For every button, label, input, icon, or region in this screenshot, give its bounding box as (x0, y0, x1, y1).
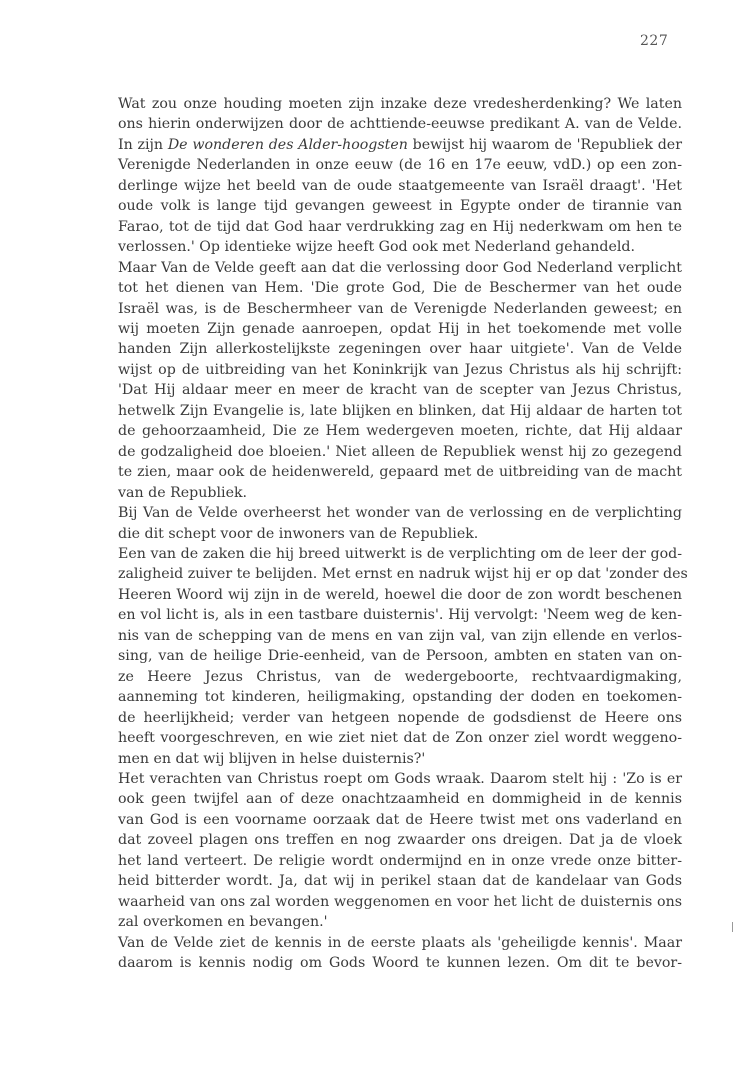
paragraph-1 (118, 94, 682, 258)
text-line: wij moeten Zijn genade aanroepen, opdat Hij in het toekomende met volle (118, 320, 682, 337)
text-line: Het verachten van Christus roept om Gods wraak. Daarom stelt hij : 'Zo is er (118, 770, 682, 787)
book-title: De wonderen des Alder-hoogsten (167, 136, 408, 153)
text-line: ze Heere Jezus Christus, van de wedergeboorte, rechtvaardigmaking, (118, 668, 682, 685)
text-line: zaligheid zuiver te belijden. Met ernst en nadruk wijst hij er op dat 'zonder des (118, 566, 688, 583)
text-line: handen Zijn allerkostelijkste zegeningen over haar uitgiete'. Van de Velde (118, 341, 682, 358)
text-line: oude volk is lange tijd gevangen geweest in Egypte onder de tirannie van (118, 198, 682, 215)
text-line: heeft voorgeschreven, en wie ziet niet dat de Zon onzer ziel wordt weggeno- (118, 730, 682, 747)
text-line: Een van de zaken die hij breed uitwerkt is de verplichting om de leer der god- (118, 545, 682, 562)
text-line: zal overkomen en bevangen.' (118, 914, 328, 931)
margin-mark (732, 922, 733, 932)
text-line: van de Republiek. (118, 484, 248, 501)
text-line: heid bitterder wordt. Ja, dat wij in perikel staan dat de kandelaar van Gods (118, 873, 682, 890)
text-line: verlossen.' Op identieke wijze heeft God ook met Nederland gehandeld. (118, 239, 635, 256)
text-line: derlinge wijze het beeld van de oude staatgemeente van Israël draagt'. 'Het (118, 177, 682, 194)
text-line: en vol licht is, als in een tastbare duisternis'. Hij vervolgt: 'Neem weg de ken- (118, 607, 682, 624)
text-line: waarheid van ons zal worden weggenomen en voor het licht de duisternis ons (118, 893, 682, 910)
text-line: nis van de schepping van de mens en van zijn val, van zijn ellende en verlos- (118, 627, 682, 644)
text-line: daarom is kennis nodig om Gods Woord te kunnen lezen. Om dit te bevor- (118, 955, 682, 972)
text-line: Van de Velde ziet de kennis in de eerste plaats als 'geheiligde kennis'. Maar (118, 934, 682, 951)
paragraph-2 (118, 258, 682, 503)
text-line: men en dat wij blijven in helse duisternis?' (118, 750, 426, 767)
paragraph-4 (118, 544, 688, 769)
text-line: wijst op de uitbreiding van het Koninkrijk van Jezus Christus als hij schrijft: (118, 361, 682, 378)
body-text (118, 94, 688, 973)
text-line: Verenigde Nederlanden in onze eeuw (de 16 en 17e eeuw, vdD.) op een zon- (118, 157, 682, 174)
text-line: aanneming tot kinderen, heiligmaking, opstanding der doden en toekomen- (118, 689, 682, 706)
text-line: ook geen twijfel aan of deze onachtzaamheid en dommigheid in de kennis (118, 791, 682, 808)
text-line: van God is een voorname oorzaak dat de Heere twist met ons vaderland en (118, 811, 682, 828)
paragraph-3 (118, 503, 682, 544)
text-line: het land verteert. De religie wordt ondermijnd en in onze vrede onze bitter- (118, 852, 682, 869)
text-fragment: bewijst hij waarom de 'Republiek der (407, 136, 682, 153)
page-number: 227 (640, 33, 669, 49)
text-line: Farao, tot de tijd dat God haar verdrukking zag en Hij nederkwam om hen te (118, 218, 682, 235)
text-line: Israël was, is de Beschermheer van de Verenigde Nederlanden geweest; en (118, 300, 682, 317)
text-line: Wat zou onze houding moeten zijn inzake deze vredesherdenking? We laten (118, 96, 682, 112)
text-line: hetwelk Zijn Evangelie is, late blijken en blinken, dat Hij aldaar de harten tot (118, 402, 682, 419)
text-line: de godzaligheid doe bloeien.' Niet alleen de Republiek wenst hij zo gezegend (118, 443, 682, 460)
text-line: die dit schept voor de inwoners van de Republiek. (118, 525, 479, 542)
text-line: Heeren Woord wij zijn in de wereld, hoewel die door de zon wordt beschenen (118, 586, 682, 603)
paragraph-6 (118, 933, 682, 974)
text-line: de gehoorzaamheid, Die ze Hem wedergeven moeten, richte, dat Hij aldaar (118, 423, 682, 440)
text-line: ons hierin onderwijzen door de achttiende-eeuwse predikant A. van de Velde. (118, 116, 682, 133)
text-line: Bij Van de Velde overheerst het wonder van de verlossing en de verplichting (118, 505, 682, 522)
text-line: Maar Van de Velde geeft aan dat die verlossing door God Nederland verplicht (118, 259, 682, 276)
text-line: te zien, maar ook de heidenwereld, gepaard met de uitbreiding van de macht (118, 464, 682, 481)
text-line: dat zoveel plagen ons treffen en nog zwaarder ons dreigen. Dat ja de vloek (118, 832, 682, 849)
text-line-with-title (118, 135, 682, 155)
text-fragment: In zijn (118, 136, 168, 153)
text-line: tot het dienen van Hem. 'Die grote God, Die de Beschermer van het oude (118, 280, 682, 297)
text-line: 'Dat Hij aldaar meer en meer de kracht van de scepter van Jezus Christus, (118, 382, 682, 399)
paragraph-5 (118, 769, 682, 933)
text-line: sing, van de heilige Drie-eenheid, van de Persoon, ambten en staten van on- (118, 648, 682, 665)
text-line: de heerlijkheid; verder van hetgeen nopende de godsdienst de Heere ons (118, 709, 682, 726)
